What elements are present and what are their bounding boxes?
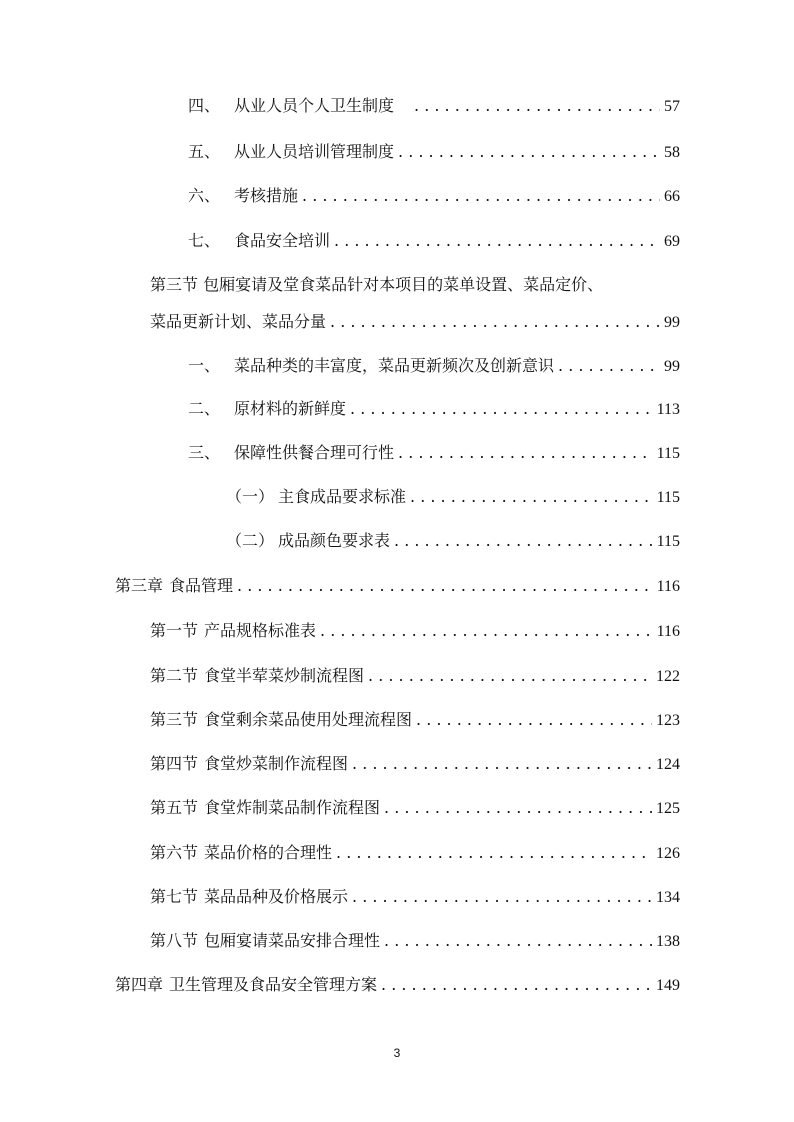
- toc-number: 六、: [188, 186, 221, 205]
- leader-dots: [302, 185, 660, 207]
- leader-dots: [334, 230, 660, 252]
- leader-dots: [416, 709, 652, 731]
- toc-page: 58: [664, 144, 680, 161]
- toc-number: 七、: [188, 231, 221, 250]
- toc-entry[interactable]: [150, 886, 680, 908]
- toc-page: 99: [664, 358, 680, 375]
- toc-page: 125: [656, 800, 680, 817]
- leader-dots: [558, 355, 660, 377]
- leader-dots: [414, 95, 660, 117]
- toc-entry[interactable]: [188, 141, 680, 163]
- toc-title: 从业人员个人卫生制度: [234, 96, 395, 115]
- toc-title: 包厢宴请及堂食菜品针对本项目的菜单设置、菜品定价、: [203, 275, 604, 294]
- toc-number: 第一节: [150, 621, 199, 640]
- leader-dots: [320, 620, 653, 642]
- toc-number: 第五节: [150, 798, 199, 817]
- toc-entry-multiline[interactable]: [150, 274, 603, 296]
- leader-dots: [398, 442, 653, 464]
- toc-page: 126: [656, 845, 680, 862]
- toc-page: 116: [656, 623, 680, 640]
- leader-dots: [398, 141, 660, 163]
- toc-page: 57: [664, 98, 680, 115]
- leader-dots: [381, 974, 652, 996]
- toc-number: 第六节: [150, 843, 199, 862]
- toc-entry[interactable]: [150, 709, 680, 731]
- toc-title: 食品管理: [169, 576, 234, 595]
- leader-dots: [384, 797, 652, 819]
- toc-title: 食堂剩余菜品使用处理流程图: [204, 710, 413, 729]
- leader-dots: [237, 575, 653, 597]
- toc-title: 包厢宴请菜品安排合理性: [204, 931, 381, 950]
- toc-page: 122: [656, 668, 680, 685]
- toc-entry[interactable]: [226, 530, 680, 552]
- toc-number: 第四章: [115, 975, 164, 994]
- toc-entry[interactable]: [150, 842, 680, 864]
- toc-page: 134: [656, 889, 680, 906]
- toc-title: 保障性供餐合理可行性: [234, 443, 395, 462]
- toc-title: 食堂半荤菜炒制流程图: [204, 666, 365, 685]
- leader-dots: [410, 486, 653, 508]
- toc-entry[interactable]: [150, 797, 680, 819]
- leader-dots: [330, 311, 660, 333]
- toc-number: （一）: [226, 487, 275, 506]
- toc-number: 三、: [188, 443, 221, 462]
- page-number: 3: [393, 1046, 401, 1060]
- toc-page: 115: [656, 445, 680, 462]
- toc-title: 食堂炸制菜品制作流程图: [204, 798, 381, 817]
- toc-page: 149: [656, 977, 680, 994]
- toc-chapter[interactable]: [115, 974, 680, 996]
- toc-page: 124: [656, 756, 680, 773]
- toc-number: 五、: [188, 142, 221, 161]
- toc-number: 第三节: [150, 710, 199, 729]
- toc-title: 考核措施: [234, 186, 299, 205]
- toc-number: 四、: [188, 96, 221, 115]
- toc-number: 一、: [188, 356, 221, 375]
- toc-title: 成品颜色要求表: [278, 531, 391, 550]
- leader-dots: [352, 753, 652, 775]
- toc-entry[interactable]: [150, 620, 680, 642]
- toc-page: 66: [664, 188, 680, 205]
- toc-page: 99: [664, 314, 680, 331]
- toc-title: 卫生管理及食品安全管理方案: [169, 975, 378, 994]
- toc-page: 123: [656, 712, 680, 729]
- toc-number: 第八节: [150, 931, 199, 950]
- toc-title: 菜品价格的合理性: [204, 843, 333, 862]
- toc-number: 第三节: [150, 275, 199, 294]
- toc-page: 116: [656, 578, 680, 595]
- toc-number: 第七节: [150, 887, 199, 906]
- toc-title: 从业人员培训管理制度: [234, 142, 395, 161]
- leader-dots: [368, 665, 652, 687]
- toc-entry[interactable]: [226, 486, 680, 508]
- toc-number: 第三章: [115, 576, 164, 595]
- toc-title: 菜品种类的丰富度，菜品更新频次及创新意识: [234, 356, 555, 375]
- toc-entry[interactable]: [188, 185, 680, 207]
- toc-title: 食品安全培训: [234, 231, 331, 250]
- toc-number: 第四节: [150, 754, 199, 773]
- toc-entry[interactable]: [188, 95, 680, 117]
- toc-entry[interactable]: [150, 930, 680, 952]
- toc-title: 产品规格标准表: [204, 621, 317, 640]
- toc-entry[interactable]: [188, 355, 680, 377]
- leader-dots: [336, 842, 652, 864]
- toc-page: 138: [656, 933, 680, 950]
- toc-entry[interactable]: [188, 442, 680, 464]
- leader-dots: [384, 930, 652, 952]
- leader-dots: [352, 886, 652, 908]
- leader-dots: [394, 530, 653, 552]
- toc-number: （二）: [226, 531, 275, 550]
- toc-page: 115: [656, 533, 680, 550]
- toc-number: 二、: [188, 399, 221, 418]
- toc-page: 115: [656, 489, 680, 506]
- toc-title: 主食成品要求标准: [278, 487, 407, 506]
- toc-page: 69: [664, 233, 680, 250]
- toc-page: 113: [656, 401, 680, 418]
- toc-entry[interactable]: [150, 665, 680, 687]
- toc-title: 食堂炒菜制作流程图: [204, 754, 349, 773]
- toc-entry-continuation[interactable]: [150, 311, 680, 333]
- toc-chapter[interactable]: [115, 575, 680, 597]
- toc-title: 原材料的新鲜度: [234, 399, 347, 418]
- toc-entry[interactable]: [188, 398, 680, 420]
- toc-title-continuation: 菜品更新计划、菜品分量: [150, 312, 327, 331]
- toc-number: 第二节: [150, 666, 199, 685]
- toc-entry[interactable]: [150, 753, 680, 775]
- toc-entry[interactable]: [188, 230, 680, 252]
- toc-title: 菜品品种及价格展示: [204, 887, 349, 906]
- leader-dots: [350, 398, 653, 420]
